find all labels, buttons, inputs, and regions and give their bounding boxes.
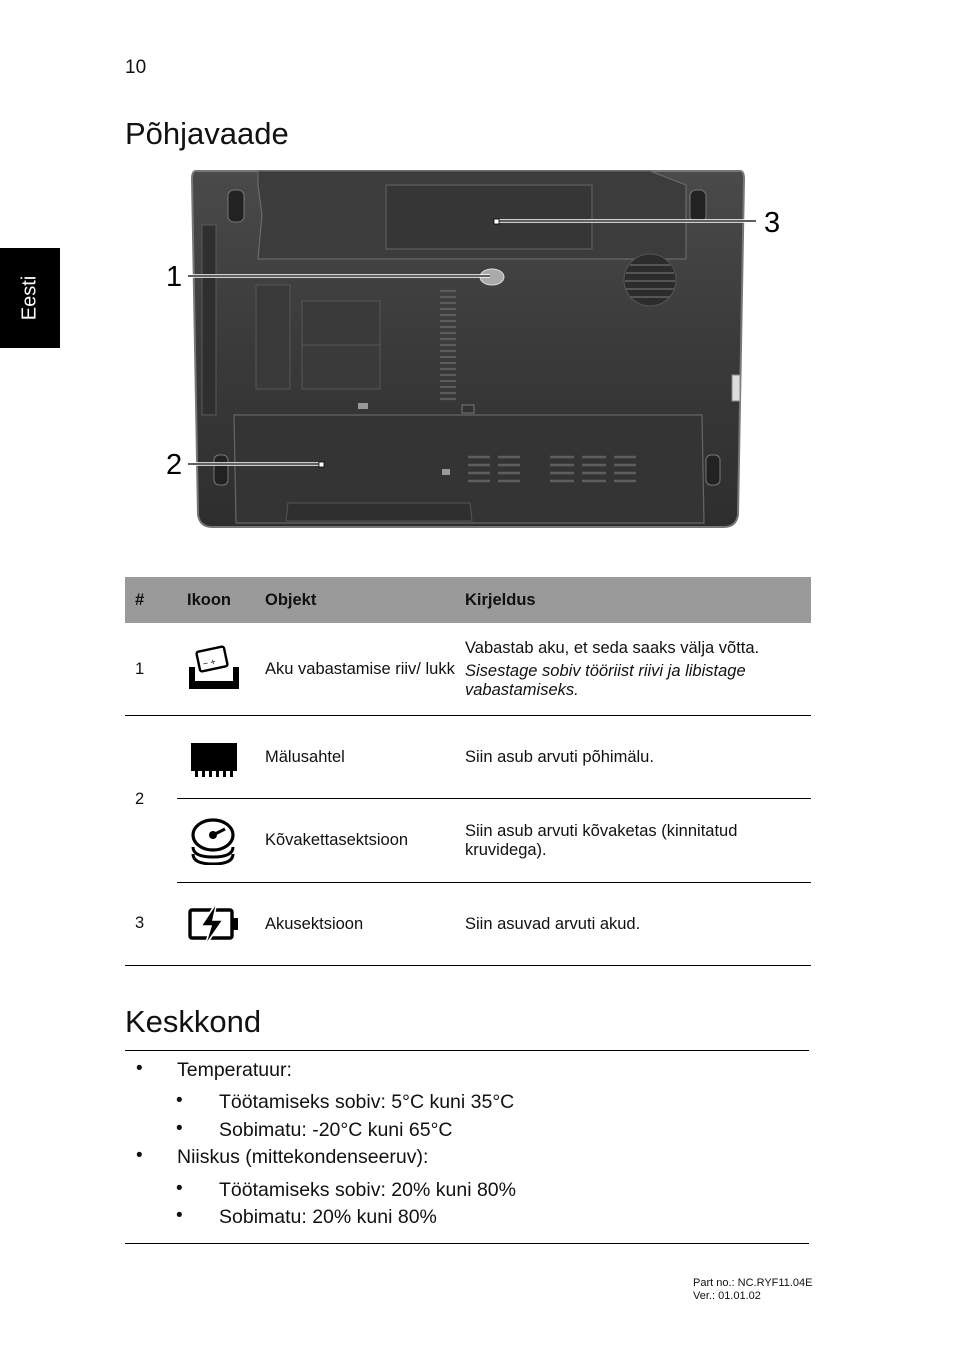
- callout-3: 3: [764, 207, 781, 239]
- svg-text:− +: − +: [201, 656, 217, 669]
- page-number: 10: [125, 57, 147, 78]
- row-number: 1: [125, 623, 177, 716]
- row-description: Vabastab aku, et seda saaks välja võtta.: [465, 638, 760, 657]
- row-icon-cell: [177, 883, 255, 966]
- bullet-icon: •: [176, 1118, 183, 1139]
- row-object: Kõvakettasektsioon: [255, 799, 455, 883]
- bullet-icon: •: [176, 1090, 183, 1111]
- table-header-row: [125, 577, 811, 623]
- callout-1: 1: [166, 261, 183, 293]
- footer-part-number: Part no.: NC.RYF11.04E: [693, 1277, 813, 1289]
- list-item-temperature-operating: Töötamiseks sobiv: 5°C kuni 35°C: [219, 1091, 515, 1113]
- bullet-icon: •: [136, 1145, 143, 1166]
- list-item-humidity-non-operating: Sobimatu: 20% kuni 80%: [219, 1206, 437, 1228]
- row-number: 2: [135, 789, 145, 808]
- footer-version: Ver.: 01.01.02: [693, 1290, 761, 1302]
- language-tab-label: Eesti: [18, 275, 41, 321]
- section-title-environment: Keskkond: [125, 1004, 262, 1039]
- list-item-humidity-operating: Töötamiseks sobiv: 20% kuni 80%: [219, 1179, 516, 1201]
- battery-bay-icon: [187, 900, 241, 948]
- row-note: Sisestage sobiv tööriist riivi ja libistage vabastamiseks.: [465, 661, 746, 699]
- list-item-temperature-non-operating: Sobimatu: -20°C kuni 65°C: [219, 1119, 453, 1141]
- section-title-bottom-view: Põhjavaade: [125, 116, 289, 151]
- table-row: [125, 883, 811, 966]
- row-icon-cell: [177, 799, 255, 883]
- table-row: [125, 623, 811, 716]
- bullet-icon: •: [136, 1058, 143, 1079]
- divider: [125, 1050, 809, 1051]
- battery-release-latch-icon: [187, 645, 241, 693]
- header-object: Objekt: [255, 577, 455, 623]
- row-object: Akusektsioon: [255, 883, 455, 966]
- row-icon-cell: [177, 623, 255, 716]
- callout-2: 2: [166, 449, 183, 481]
- laptop-bottom-illustration: [150, 165, 800, 545]
- hard-disk-icon: [187, 817, 241, 865]
- row-description-cell: [455, 623, 811, 716]
- list-item-temperature: Temperatuur:: [177, 1059, 292, 1081]
- row-object: Mälusahtel: [255, 716, 455, 799]
- bullet-icon: •: [176, 1178, 183, 1199]
- row-object: Aku vabastamise riiv/ lukk: [255, 623, 455, 716]
- table-row: [125, 799, 811, 883]
- bullet-icon: •: [176, 1205, 183, 1226]
- components-table: [125, 577, 811, 966]
- row-description: Siin asuvad arvuti akud.: [455, 883, 811, 966]
- row-description: Siin asub arvuti põhimälu.: [455, 716, 811, 799]
- table-row: [125, 716, 811, 799]
- list-item-humidity: Niiskus (mittekondenseeruv):: [177, 1146, 429, 1168]
- header-number: #: [125, 577, 177, 623]
- header-description: Kirjeldus: [455, 577, 811, 623]
- row-icon-cell: [177, 716, 255, 799]
- row-description: Siin asub arvuti kõvaketas (kinnitatud kruvidega).: [455, 799, 811, 883]
- header-icon: Ikoon: [177, 577, 255, 623]
- divider: [125, 1243, 809, 1244]
- footer: [693, 1277, 812, 1303]
- row-number: 3: [125, 883, 177, 966]
- memory-module-icon: [187, 733, 241, 781]
- language-tab: [0, 248, 60, 348]
